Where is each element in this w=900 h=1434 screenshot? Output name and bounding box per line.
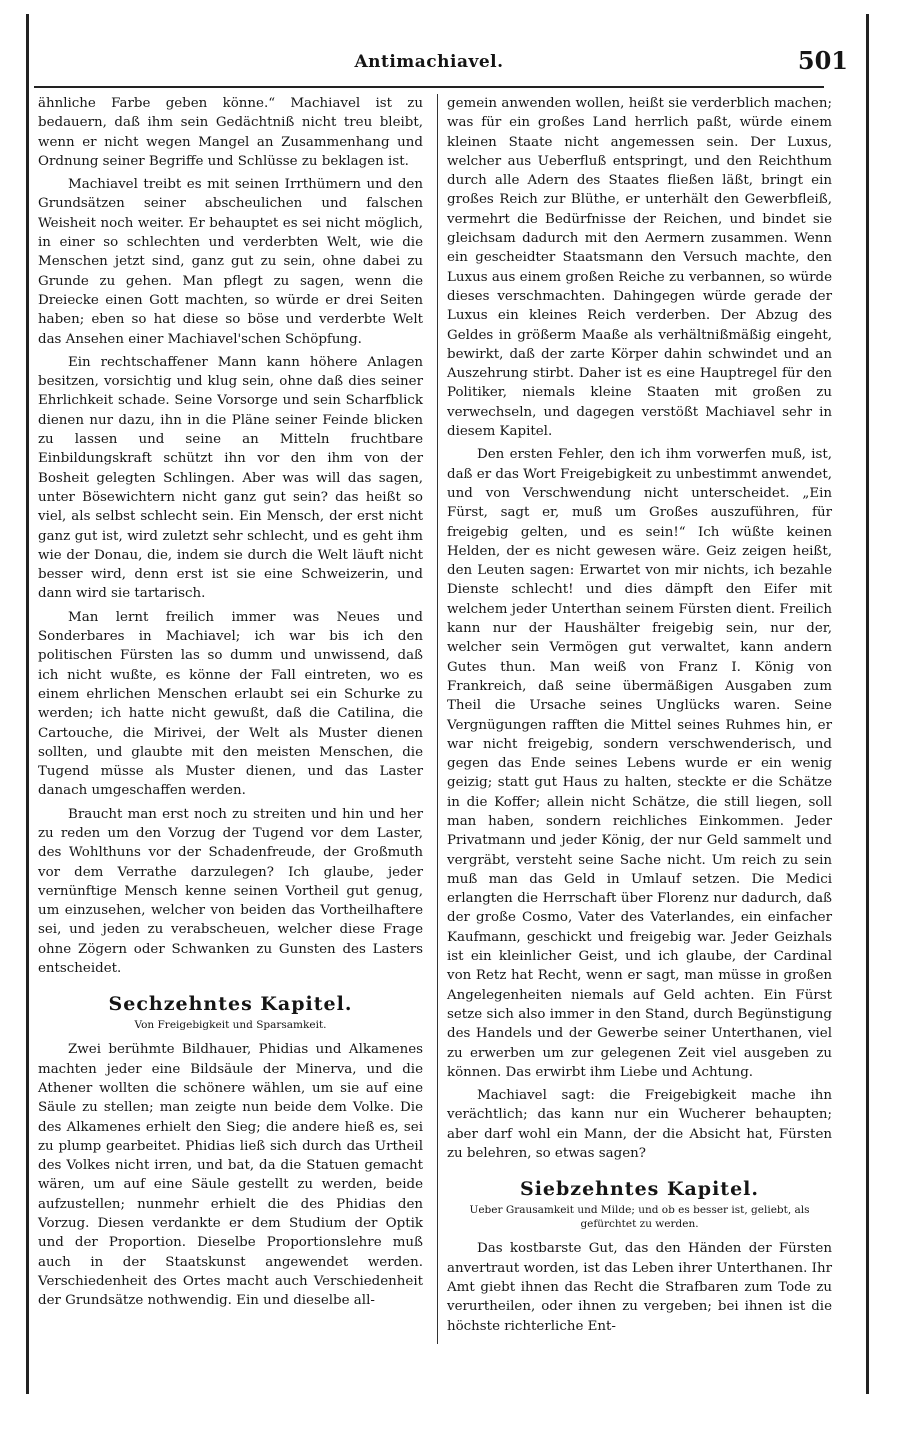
chapter-subtitle: Ueber Grausamkeit und Milde; und ob es besser ist, geliebt, als gefürchtet zu werden. (469, 1204, 810, 1231)
right-column (447, 94, 832, 1340)
paragraph: gemein anwenden wollen, heißt sie verderblich machen; was für ein großes Land herrlich paßt, würde einem kleinen Staate nicht angemessen sein. Der Luxus, welcher aus Ueberfluß entspringt, und den Reichthum durch alle Adern des Staates fließen läßt, bringt ein großes Reich zur Blüthe, er unterhält den Gewerbfleiß, vermehrt die Bedürfnisse der Reichen, und bindet sie gleichsam dadurch mit den Aermern zusammen. Wenn ein gescheidter Staatsmann den Versuch machte, den Luxus aus einem großen Reiche zu verbannen, so würde dieses verschmachten. Dahingegen würde gerade der Luxus ein kleines Reich verderben. Der Abzug des Geldes in größerm Maaße als verhältnißmäßig eingeht, bewirkt, daß der zarte Körper dahin schwindet und an Auszehrung stirbt. Daher ist es eine Hauptregel für den Politiker, niemals kleine Staaten mit großen zu verwechseln, und dagegen verstößt Machiavel sehr in diesem Kapitel. (447, 96, 832, 440)
left-column (38, 94, 423, 1315)
column-divider (437, 94, 438, 1344)
paragraph: Machiavel treibt es mit seinen Irrthümern und den Grundsätzen seiner abscheulichen und falschen Weisheit noch weiter. Er behauptet es sei nicht möglich, in einer so schlechten und verderbten Welt, wie die Menschen jetzt sind, ganz gut zu sein, ohne dabei zu Grunde zu gehen. Man pflegt zu sagen, wenn die Dreiecke einen Gott machten, so würde er drei Seiten haben; eben so hat diese so böse und verderbte Welt das Ansehen einer Machiavel'schen Schöpfung. (38, 177, 423, 347)
chapter-heading: Siebzehntes Kapitel. (519, 1178, 760, 1201)
paragraph: Braucht man erst noch zu streiten und hin und her zu reden um den Vorzug der Tugend vor dem Laster, des Wohlthuns vor der Schadenfreude, der Großmuth vor dem Verrathe darzulegen? Ich glaube, jeder vernünftige Mensch kenne seinen Vortheil gut genug, um einzusehen, welcher von beiden das Vortheilhaftere sei, und jeden zu verabscheuen, welcher diese Frage ohne Zögern oder Schwanken zu Gunsten des Lasters entscheidet. (38, 806, 423, 977)
running-title: Antimachiavel. (354, 52, 504, 72)
paragraph: Man lernt freilich immer was Neues und Sonderbares in Machiavel; ich war bis ich den politischen Fürsten las so dumm und unwissend, daß ich nicht wußte, es könne der Fall eintreten, wo es einem ehrlichen Menschen erlaubt sei ein Schurke zu werden; ich hatte nicht gewußt, daß die Catilina, die Cartouche, die Mirivei, der Welt als Muster dienen sollten, und glaubte mit den meisten Menschen, die Tugend müsse als Muster dienen, und das Laster danach umgeschaffen werden. (38, 609, 423, 799)
page-frame-left-rule (26, 14, 29, 1394)
paragraph: ähnliche Farbe geben könne.“ Machiavel ist zu bedauern, daß ihm sein Gedächtniß nicht treu bleibt, wenn er nicht wegen Mangel an Zusammenhang und Ordnung seiner Begriffe und Schlüsse zu beklagen ist. (38, 96, 423, 169)
page-header (34, 44, 848, 84)
paragraph: Zwei berühmte Bildhauer, Phidias und Alkamenes machten jeder eine Bildsäule der Minerva, und die Athener wollten die schönere wählen, um sie auf eine Säule zu stellen; man zeigte nun beide dem Volke. Die des Alkamenes erhielt den Sieg; die andere hieß es, sei zu plump gearbeitet. Phidias ließ sich durch das Urtheil des Volkes nicht irren, und bat, da die Statuen gemacht wären, um auf eine Säule gestellt zu werden, beide aufzustellen; nunmehr erhielt die des Phidias den Vorzug. Diesen verdankte er dem Studium der Optik und der Proportion. Dieselbe Proportionslehre muß auch in der Staatskunst angewendet werden. Verschiedenheit des Ortes macht auch Verschiedenheit der Grundsätze nothwendig. Ein und dieselbe all- (38, 1042, 423, 1309)
paragraph: Ein rechtschaffener Mann kann höhere Anlagen besitzen, vorsichtig und klug sein, ohne daß dies seiner Ehrlichkeit schade. Seine Vorsorge und sein Scharfblick dienen nur dazu, ihn in die Pläne seiner Feinde blicken zu lassen und seine an Mitteln fruchtbare Einbildungskraft schützt ihn vor den ihm von der Bosheit gelegten Schlingen. Aber was will das sagen, unter Bösewichtern nicht ganz gut sein? das heißt so viel, als selbst schlecht sein. Ein Mensch, der erst nicht ganz gut ist, wird zuletzt sehr schlecht, und es geht ihm wie der Donau, die, indem sie durch die Welt läuft nicht besser wird, denn erst ist sie eine Schweizerin, und dann wird sie tartarisch. (38, 354, 423, 602)
paragraph: Machiavel sagt: die Freigebigkeit mache ihn verächtlich; das kann nur ein Wucherer behaupten; aber darf wohl ein Mann, der die Absicht hat, Fürsten zu belehren, so etwas sagen? (447, 1088, 832, 1162)
chapter-subtitle: Von Freigebigkeit und Sparsamkeit. (134, 1019, 327, 1032)
header-rule (34, 86, 824, 88)
paragraph: Den ersten Fehler, den ich ihm vorwerfen muß, ist, daß er das Wort Freigebigkeit zu unbestimmt anwendet, und von Verschwendung nicht unterscheidet. „Ein Fürst, sagt er, muß um Großes auszuführen, für freigebig gelten, und es sein!“ Ich wüßte keinen Helden, der es nicht gewesen wäre. Geiz zeigen heißt, den Leuten sagen: Erwartet von mir nichts, ich bezahle Dienste schlecht! und dies dämpft den Eifer mit welchem jeder Unterthan seinem Fürsten dient. Freilich kann nur der Haushälter freigebig sein, nur der, welcher sein Vermögen gut verwaltet, kann andern Gutes thun. Man weiß von Franz I. König von Frankreich, daß seine übermäßigen Ausgaben zum Theil die Ursache seines Unglücks waren. Seine Vergnügungen rafften die Mittel seines Ruhmes hin, er war nicht freigebig, sondern verschwenderisch, und gegen das Ende seines Lebens wurde er ein wenig geizig; statt gut Haus zu halten, steckte er die Schätze in die Koffer; allein nicht Schätze, die still liegen, soll man haben, sondern reichliches Einkommen. Jeder Privatmann und jeder König, der nur Geld sammelt und vergräbt, versteht seine Sache nicht. Um reich zu sein muß man das Geld in Umlauf setzen. Die Medici erlangten die Herrschaft über Florenz nur dadurch, daß der große Cosmo, Vater des Vaterlandes, ein einfacher Kaufmann, geschickt und freigebig war. Jeder Geizhals ist ein kleinlicher Geist, und ich glaube, der Cardinal von Retz hat Recht, wenn er sagt, man müsse in großen Angelegenheiten niemals auf Geld achten. Ein Fürst setze sich also immer in den Stand, durch Begünstigung des Handels und der Gewerbe seiner Unterthanen, viel zu erwerben um zur gelegenen Zeit viel ausgeben zu können. Das erwirbt ihm Liebe und Achtung. (447, 447, 832, 1080)
page-frame-right-rule (866, 14, 869, 1394)
chapter-heading: Sechzehntes Kapitel. (108, 993, 353, 1016)
paragraph: Das kostbarste Gut, das den Händen der Fürsten anvertraut worden, ist das Leben ihrer Unterthanen. Ihr Amt giebt ihnen das Recht die Strafbaren zum Tode zu verurtheilen, oder ihnen zu vergeben; bei ihnen ist die höchste richterliche Ent- (447, 1241, 832, 1334)
page-number: 501 (797, 46, 848, 75)
